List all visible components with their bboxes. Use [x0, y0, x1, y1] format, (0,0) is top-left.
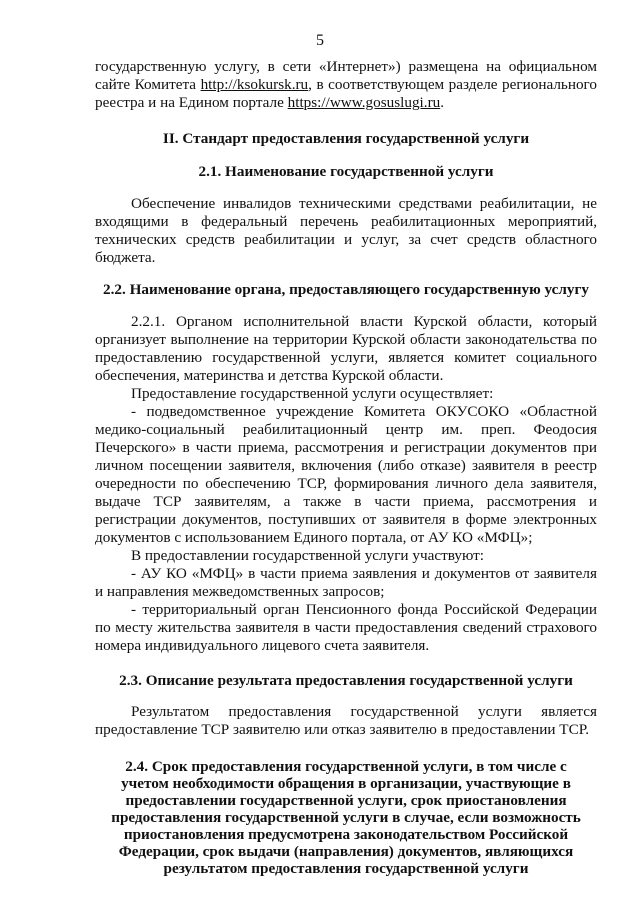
- section-2-2-paragraph: - территориальный орган Пенсионного фонда Российской Федерации по месту жительства заявителя в части предоставления сведений страхового номера индивидуального лицевого счета заявителя.: [95, 601, 597, 654]
- section-2-2-paragraph: Предоставление государственной услуги осуществляет:: [131, 385, 494, 402]
- section-2-3-text: Результатом предоставления государственной услуги является предоставление ТСР заявителю или отказ заявителю в предоставлении ТСР.: [95, 703, 597, 738]
- intro-paragraph: [95, 58, 597, 112]
- gosuslugi-link[interactable]: https://www.gosuslugi.ru: [287, 94, 441, 111]
- section-2-title: II. Стандарт предоставления государственной услуги: [162, 130, 530, 147]
- section-2-2-paragraph: В предоставлении государственной услуги участвуют:: [131, 547, 484, 564]
- section-2-1-text: Обеспечение инвалидов техническими средствами реабилитации, не входящими в федеральный перечень реабилитационных мероприятий, технических средств реабилитации и услуг, за счет средств областного бюджета.: [95, 195, 597, 266]
- section-2-2-paragraph: 2.2.1. Органом исполнительной власти Курской области, который организует выполнение на территории Курской области законодательства по предоставлению государственной услуги, является комитет социального обеспечения, материнства и детства Курской области.: [95, 313, 597, 384]
- intro-text-3: .: [440, 94, 445, 111]
- intro-text-2: , в соответствующем разделе регионального реестра и на Едином портале: [95, 76, 597, 111]
- section-2-3-title: 2.3. Описание результата предоставления государственной услуги: [119, 672, 573, 689]
- document-body: [95, 58, 597, 877]
- section-2-2-paragraph: - АУ КО «МФЦ» в части приема заявления и документов от заявителя и направления межведомственных запросов;: [95, 565, 597, 600]
- section-2-2-title: 2.2. Наименование органа, предоставляющего государственную услугу: [102, 281, 590, 298]
- intro-text-1: государственную услугу, в сети «Интернет») размещена на официальном сайте Комитета: [95, 58, 597, 93]
- section-2-4-title: 2.4. Срок предоставления государственной услуги, в том числе с учетом необходимости обращения в организации, участвующие в предоставлении государственной услуги, срок приостановления предоставления государственной услуги в случае, если возможность приостановления предусмотрена законодательством Российской Федерации, срок выдачи (направления) документов, являющихся результатом предоставления государственной услуги: [111, 758, 581, 877]
- section-2-1-title: 2.1. Наименование государственной услуги: [198, 163, 494, 180]
- ksokursk-link[interactable]: http://ksokursk.ru: [200, 76, 309, 93]
- page-number: 5: [316, 32, 324, 49]
- section-2-2-paragraph: - подведомственное учреждение Комитета ОКУСОКО «Областной медико-социальный реабилитационный центр им. преп. Феодосия Печерского» в части приема, рассмотрения и регистрации документов при личном посещении заявителя, включения (либо отказе) заявителя в реестр очередности по обеспечению ТСР, формирования личного дела заявителя, выдаче ТСР заявителям, а также в части приема, рассмотрения и регистрации документов, поступивших от заявителя в форме электронных документов с использованием Единого портала, от АУ КО «МФЦ»;: [95, 403, 597, 546]
